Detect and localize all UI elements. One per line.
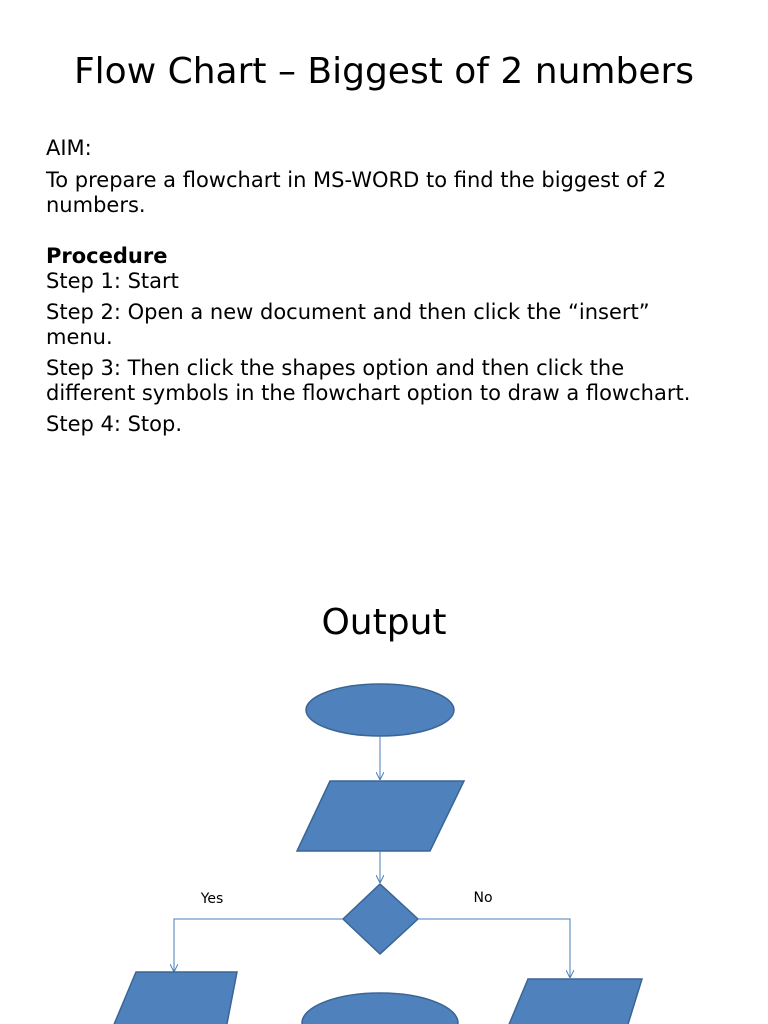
aim-text-line-1: To prepare a flowchart in MS-WORD to find the biggest of 2 — [46, 168, 667, 192]
output-title: Output — [321, 602, 447, 643]
output-parallelogram-yes — [110, 972, 237, 1024]
aim-label: AIM: — [46, 136, 92, 160]
step-2-cont: menu. — [46, 325, 113, 349]
input-parallelogram — [297, 781, 464, 851]
decision-diamond — [343, 884, 418, 954]
output-parallelogram-no — [505, 979, 642, 1024]
stop-terminal — [302, 993, 458, 1024]
aim-text-line-2: numbers. — [46, 193, 146, 217]
connector-no-branch — [418, 919, 570, 977]
connector-yes-branch — [174, 919, 343, 971]
no-label: No — [473, 890, 493, 906]
step-4: Step 4: Stop. — [46, 412, 183, 436]
step-2: Step 2: Open a new document and then click the “insert” — [46, 300, 650, 324]
step-1: Step 1: Start — [46, 269, 179, 293]
yes-label: Yes — [200, 891, 224, 907]
flowchart — [0, 545, 768, 1024]
procedure-heading: Procedure — [46, 244, 168, 268]
slide-title: Flow Chart – Biggest of 2 numbers — [73, 51, 695, 92]
slide-2 — [0, 545, 768, 1024]
start-terminal — [306, 684, 454, 736]
step-3-cont: different symbols in the flowchart option to draw a flowchart. — [46, 381, 691, 405]
step-3: Step 3: Then click the shapes option and then click the — [46, 356, 625, 380]
slide-body — [46, 136, 746, 437]
